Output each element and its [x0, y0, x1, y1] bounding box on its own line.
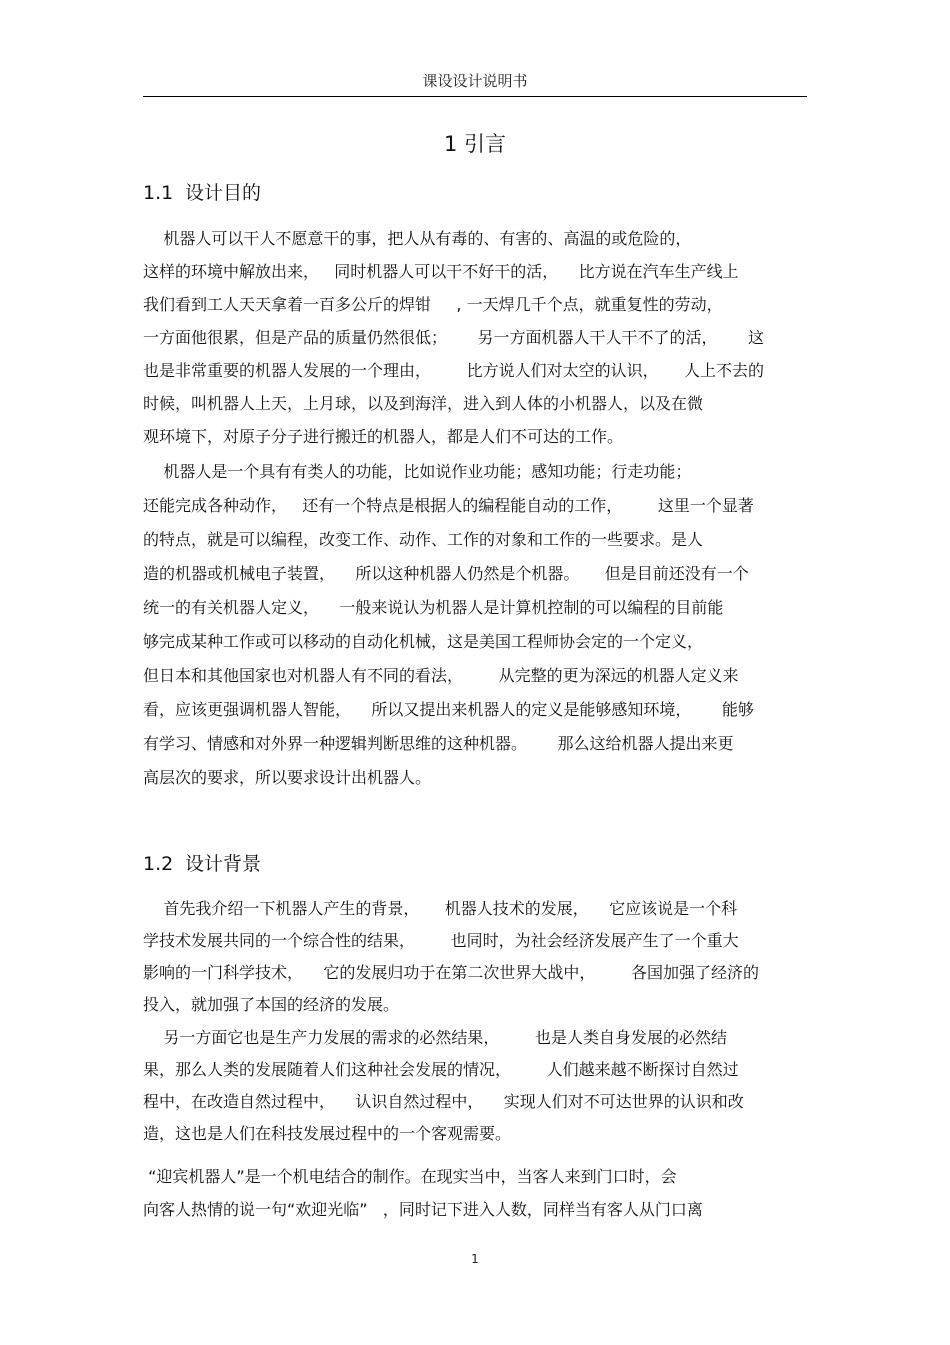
text-line: “迎宾机器人”是一个机电结合的制作。在现实当中，当客人来到门口时，会	[143, 1167, 677, 1186]
text-line: 看，应该更强调机器人智能， 所以又提出来机器人的定义是能够感知环境， 能够	[143, 700, 754, 719]
text-line: 也是非常重要的机器人发展的一个理由， 比方说人们对太空的认识， 人上不去的	[143, 361, 765, 380]
text-line: 机器人是一个具有有类人的功能，比如说作业功能；感知功能；行走功能；	[143, 462, 692, 481]
text-line: 够完成某种工作或可以移动的自动化机械，这是美国工程师协会定的一个定义，	[143, 632, 704, 651]
text-line: 向客人热情的说一句“欢迎光临” ，同时记下进入人数，同样当有客人从门口离	[143, 1200, 703, 1219]
section-number: 1.2	[143, 853, 174, 875]
text-line: 投入，就加强了本国的经济的发展。	[143, 995, 400, 1014]
text-line: 有学习、情感和对外界一种逻辑判断思维的这种机器。 那么这给机器人提出来更	[143, 734, 734, 753]
text-line: 程中，在改造自然过程中， 认识自然过程中， 实现人们对不可达世界的认识和改	[143, 1092, 744, 1111]
text-line: 这样的环境中解放出来， 同时机器人可以干不好干的活， 比方说在汽车生产线上	[143, 262, 739, 281]
running-header: 课设设计说明书	[422, 72, 528, 90]
text-line: 一方面他很累，但是产品的质量仍然很低； 另一方面机器人干人干不了的活， 这	[143, 328, 765, 347]
text-line: 首先我介绍一下机器人产生的背景， 机器人技术的发展， 它应该说是一个科	[143, 899, 738, 918]
text-line: 但日本和其他国家也对机器人有不同的看法， 从完整的更为深远的机器人定义来	[143, 666, 739, 685]
text-line: 时候，叫机器人上天，上月球，以及到海洋，进入到人体的小机器人，以及在微	[143, 394, 704, 413]
paragraph-design-background-1	[143, 893, 807, 1021]
chapter-title: 1 引言	[443, 132, 507, 156]
text-line: 另一方面它也是生产力发展的需求的必然结果， 也是人类自身发展的必然结	[143, 1028, 727, 1047]
page-number: 1	[471, 1252, 479, 1266]
text-line: 还能完成各种动作， 还有一个特点是根据人的编程能自动的工作， 这里一个显著	[143, 496, 754, 515]
section-heading-1-1	[143, 178, 261, 205]
section-number: 1.1	[143, 182, 174, 204]
text-line: 的特点，就是可以编程，改变工作、动作、工作的对象和工作的一些要求。是人	[143, 530, 704, 549]
section-title: 设计目的	[185, 182, 262, 204]
text-line: 我们看到工人天天拿着一百多公斤的焊钳 , 一天焊几千个点，就重复性的劳动，	[143, 295, 723, 314]
text-line: 果，那么人类的发展随着人们这种社会发展的情况， 人们越来越不断探讨自然过	[143, 1060, 739, 1079]
text-line: 造的机器或机械电子装置， 所以这种机器人仍然是个机器。 但是目前还没有一个	[143, 564, 749, 583]
paragraph-design-purpose-1	[143, 222, 807, 453]
text-line: 影响的一门科学技术， 它的发展归功于在第二次世界大战中， 各国加强了经济的	[143, 963, 759, 982]
text-line: 高层次的要求，所以要求设计出机器人。	[143, 768, 432, 787]
paragraph-design-purpose-2	[143, 455, 807, 795]
text-line: 造，这也是人们在科技发展过程中的一个客观需要。	[143, 1124, 512, 1143]
text-line: 观环境下，对原子分子进行搬迁的机器人，都是人们不可达的工作。	[143, 427, 624, 446]
paragraph-welcome-robot	[143, 1160, 807, 1226]
text-line: 统一的有关机器人定义， 一般来说认为机器人是计算机控制的可以编程的目前能	[143, 598, 724, 617]
text-line: 学技术发展共同的一个综合性的结果， 也同时，为社会经济发展产生了一个重大	[143, 931, 739, 950]
section-heading-1-2	[143, 849, 261, 876]
header-rule	[143, 96, 807, 97]
text-line: 机器人可以干人不愿意干的事，把人从有毒的、有害的、高温的或危险的，	[143, 229, 692, 248]
paragraph-design-background-2	[143, 1022, 807, 1150]
section-title: 设计背景	[185, 853, 262, 875]
